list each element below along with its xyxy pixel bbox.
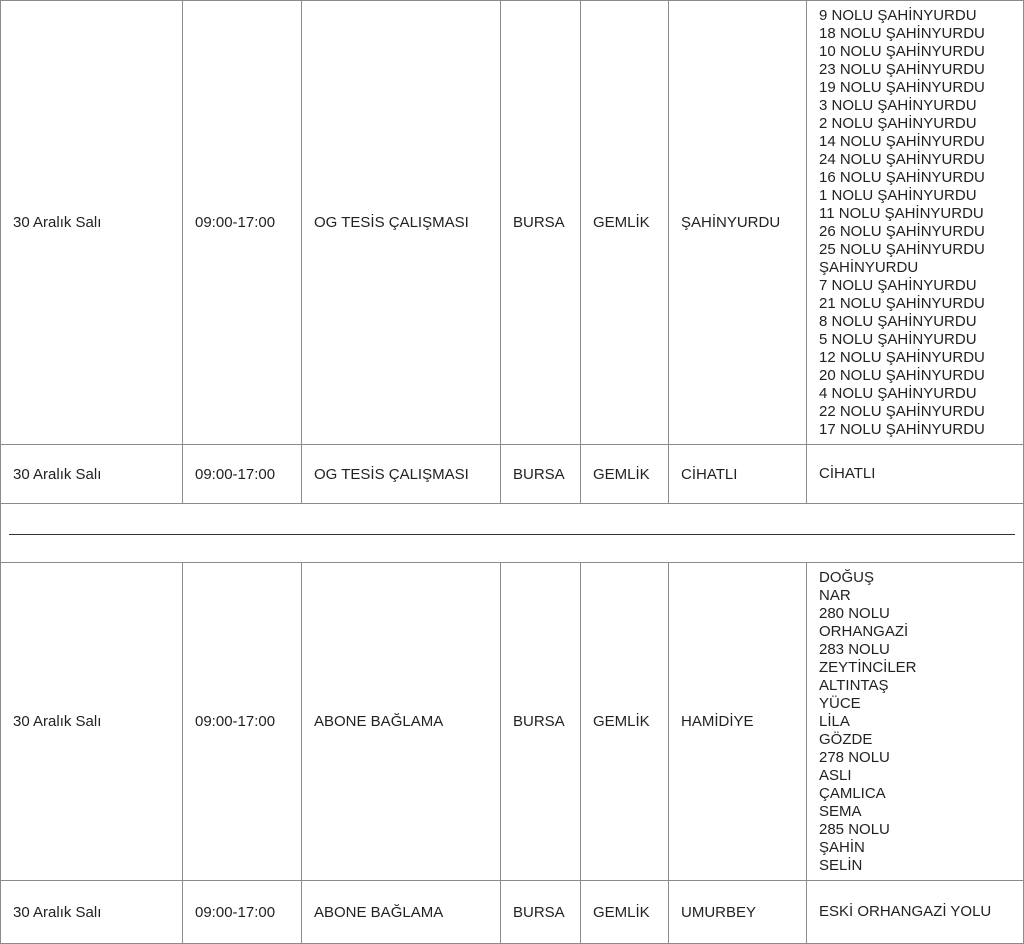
- time-cell: 09:00-17:00: [183, 881, 302, 944]
- work-type-cell: OG TESİS ÇALIŞMASI: [302, 445, 501, 504]
- street-name: GÖZDE: [819, 730, 873, 748]
- street-name: 12 NOLU ŞAHİNYURDU: [819, 348, 985, 366]
- city-cell: BURSA: [501, 445, 581, 504]
- street-name: ORHANGAZİ: [819, 622, 909, 640]
- street-name: 10 NOLU ŞAHİNYURDU: [819, 42, 985, 60]
- street-name: 20 NOLU ŞAHİNYURDU: [819, 366, 985, 384]
- street-name: 19 NOLU ŞAHİNYURDU: [819, 78, 985, 96]
- street-name: ASLI: [819, 766, 852, 784]
- street-name: 283 NOLU: [819, 640, 890, 658]
- street-name: 24 NOLU ŞAHİNYURDU: [819, 150, 985, 168]
- work-type-cell: ABONE BAĞLAMA: [302, 881, 501, 944]
- street-name: 4 NOLU ŞAHİNYURDU: [819, 384, 977, 402]
- district-cell: GEMLİK: [581, 1, 669, 445]
- street-name: 14 NOLU ŞAHİNYURDU: [819, 132, 985, 150]
- street-list: [819, 903, 1011, 921]
- date-cell: 30 Aralık Salı: [1, 1, 183, 445]
- street-name: SELİN: [819, 856, 863, 874]
- street-list: [819, 569, 1011, 875]
- street-name: 8 NOLU ŞAHİNYURDU: [819, 312, 977, 330]
- street-list: [819, 465, 1011, 483]
- neighborhood-cell: HAMİDİYE: [669, 563, 807, 881]
- street-name: ZEYTİNCİLER: [819, 658, 917, 676]
- street-name: 23 NOLU ŞAHİNYURDU: [819, 60, 985, 78]
- street-name: ŞAHİN: [819, 838, 865, 856]
- streets-cell: [807, 445, 1024, 504]
- separator-row: [1, 504, 1024, 563]
- table-row: [1, 445, 1024, 504]
- district-cell: GEMLİK: [581, 563, 669, 881]
- street-name: 11 NOLU ŞAHİNYURDU: [819, 204, 984, 222]
- street-name: 21 NOLU ŞAHİNYURDU: [819, 294, 985, 312]
- horizontal-divider: [9, 534, 1015, 535]
- street-name: 16 NOLU ŞAHİNYURDU: [819, 168, 985, 186]
- street-name: 278 NOLU: [819, 748, 890, 766]
- city-cell: BURSA: [501, 881, 581, 944]
- street-name: NAR: [819, 586, 851, 604]
- separator-cell: [1, 504, 1024, 563]
- street-name: 7 NOLU ŞAHİNYURDU: [819, 276, 977, 294]
- street-name: ŞAHİNYURDU: [819, 258, 919, 276]
- date-cell: 30 Aralık Salı: [1, 445, 183, 504]
- neighborhood-cell: UMURBEY: [669, 881, 807, 944]
- neighborhood-cell: CİHATLI: [669, 445, 807, 504]
- street-name: LİLA: [819, 712, 850, 730]
- district-cell: GEMLİK: [581, 881, 669, 944]
- district-cell: GEMLİK: [581, 445, 669, 504]
- work-type-cell: OG TESİS ÇALIŞMASI: [302, 1, 501, 445]
- street-name: 285 NOLU: [819, 820, 890, 838]
- street-name: 17 NOLU ŞAHİNYURDU: [819, 420, 985, 438]
- street-name: 18 NOLU ŞAHİNYURDU: [819, 24, 985, 42]
- street-name: 3 NOLU ŞAHİNYURDU: [819, 96, 977, 114]
- street-name: 1 NOLU ŞAHİNYURDU: [819, 186, 977, 204]
- streets-cell: [807, 1, 1024, 445]
- street-name: YÜCE: [819, 694, 861, 712]
- street-name: 9 NOLU ŞAHİNYURDU: [819, 6, 977, 24]
- streets-cell: [807, 563, 1024, 881]
- street-name: 22 NOLU ŞAHİNYURDU: [819, 402, 985, 420]
- time-cell: 09:00-17:00: [183, 1, 302, 445]
- neighborhood-cell: ŞAHİNYURDU: [669, 1, 807, 445]
- street-name: 26 NOLU ŞAHİNYURDU: [819, 222, 985, 240]
- table-row: [1, 881, 1024, 944]
- street-name: CİHATLI: [819, 465, 876, 482]
- street-list: [819, 7, 1011, 439]
- street-name: ÇAMLICA: [819, 784, 886, 802]
- streets-cell: [807, 881, 1024, 944]
- date-cell: 30 Aralık Salı: [1, 881, 183, 944]
- time-cell: 09:00-17:00: [183, 563, 302, 881]
- table-row: [1, 563, 1024, 881]
- street-name: 25 NOLU ŞAHİNYURDU: [819, 240, 985, 258]
- street-name: DOĞUŞ: [819, 568, 875, 586]
- work-type-cell: ABONE BAĞLAMA: [302, 563, 501, 881]
- street-name: ESKİ ORHANGAZİ YOLU: [819, 903, 992, 920]
- date-cell: 30 Aralık Salı: [1, 563, 183, 881]
- street-name: 5 NOLU ŞAHİNYURDU: [819, 330, 977, 348]
- city-cell: BURSA: [501, 1, 581, 445]
- street-name: SEMA: [819, 802, 862, 820]
- street-name: 280 NOLU: [819, 604, 890, 622]
- street-name: 2 NOLU ŞAHİNYURDU: [819, 114, 977, 132]
- city-cell: BURSA: [501, 563, 581, 881]
- table-row: [1, 1, 1024, 445]
- time-cell: 09:00-17:00: [183, 445, 302, 504]
- street-name: ALTINTAŞ: [819, 676, 889, 694]
